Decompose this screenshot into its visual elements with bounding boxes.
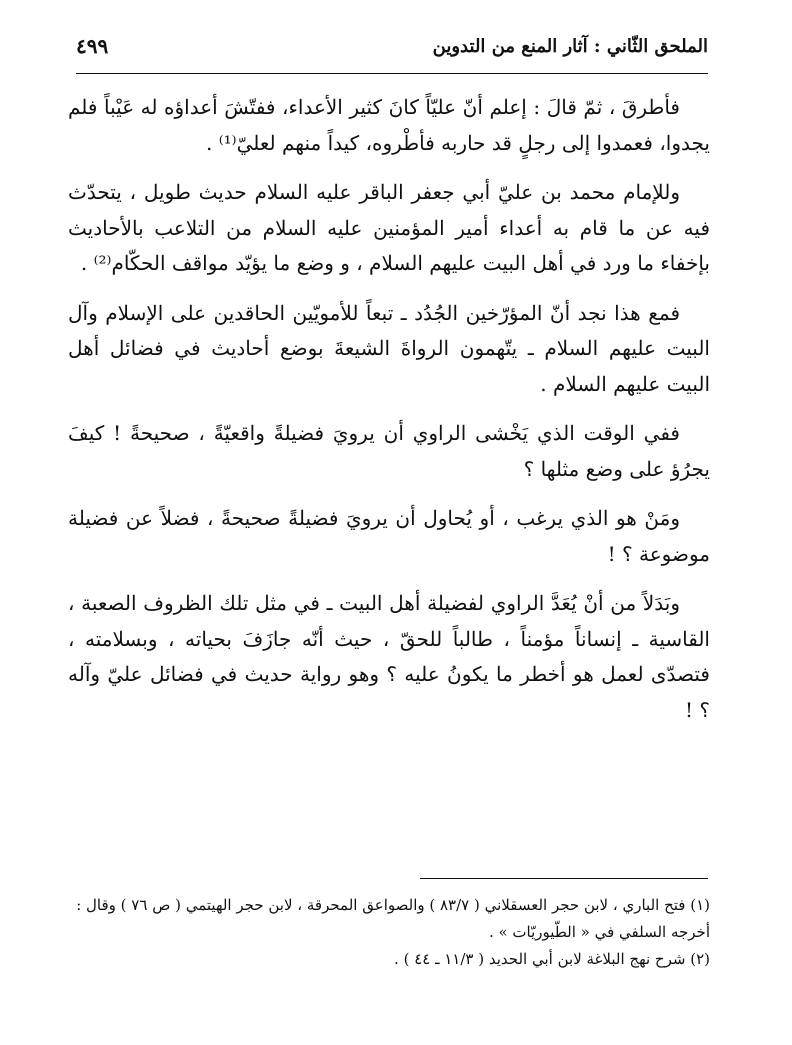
footnote-divider <box>420 878 708 879</box>
paragraph: وللإمام محمد بن عليّ أبي جعفر الباقر عليه السلام حديث طويل ، يتحدّث فيه عن ما قام به أعداء أمير المؤمنين عليه السلام من التلاعب بالأحاديث بإخفاء ما ورد في أهل البيت عليهم السلام ، و وضع ما يؤيّد مواقف الحكّام⁽²⁾ . <box>68 180 710 275</box>
main-text <box>68 90 710 742</box>
paragraph: ففي الوقت الذي يَخْشى الراوي أن يرويَ فضيلةً واقعيّةً ، صحيحةً ! كيفَ يجرُؤ على وضع مثلها ؟ <box>68 421 710 481</box>
footnote: (٢) شرح نهج البلاغة لابن أبي الحديد ( ١١/٣ ـ ٤٤ ) . <box>394 950 710 968</box>
header-divider <box>76 73 708 74</box>
chapter-title: الملحق الثّاني : آثار المنع من التدوين <box>432 36 708 57</box>
paragraph: فأطرقَ ، ثمّ قالَ : إعلم أنّ عليّاً كانَ كثير الأعداء، ففتّشَ أعداؤه له عَيْباً فلم يجدوا، فعمدوا إلى رجلٍ قد حاربه فأطْروه، كيداً منهم لعليّ⁽¹⁾ . <box>68 95 710 155</box>
running-header <box>76 30 708 70</box>
footnote: (١) فتح الباري ، لابن حجر العسقلاني ( ٨٣/٧ ) والصواعق المحرقة ، لابن حجر الهيتمي ( ص ٧٦ ) وقال : أخرجه السلفي في « الطّيوريّات » . <box>76 896 710 941</box>
footnotes <box>68 892 710 973</box>
paragraph: فمع هذا نجد أنّ المؤرّخين الجُدُد ـ تبعاً للأمويّين الحاقدين على الإسلام وآل البيت عليهم السلام ـ يتّهمون الرواةَ الشيعةَ بوضع أحاديث في فضائل أهل البيت عليهم السلام . <box>68 300 710 396</box>
paragraph: وبَدَلاً من أنْ يُعَدَّ الراوي لفضيلة أهل البيت ـ في مثل تلك الظروف الصعبة ، القاسية ـ إنساناً مؤمناً ، طالباً للحقّ ، حيث أنّه جازَفَ بحياته ، وبسلامته ، فتصدّى لعمل هو أخطر ما يكونُ عليه ؟ وهو رواية حديث في فضائل عليّ وآله ؟ ! <box>68 591 710 722</box>
paragraph: ومَنْ هو الذي يرغب ، أو يُحاول أن يرويَ فضيلةً صحيحةً ، فضلاً عن فضيلة موضوعة ؟ ! <box>68 506 710 566</box>
page-number: ٤٩٩ <box>76 34 109 58</box>
